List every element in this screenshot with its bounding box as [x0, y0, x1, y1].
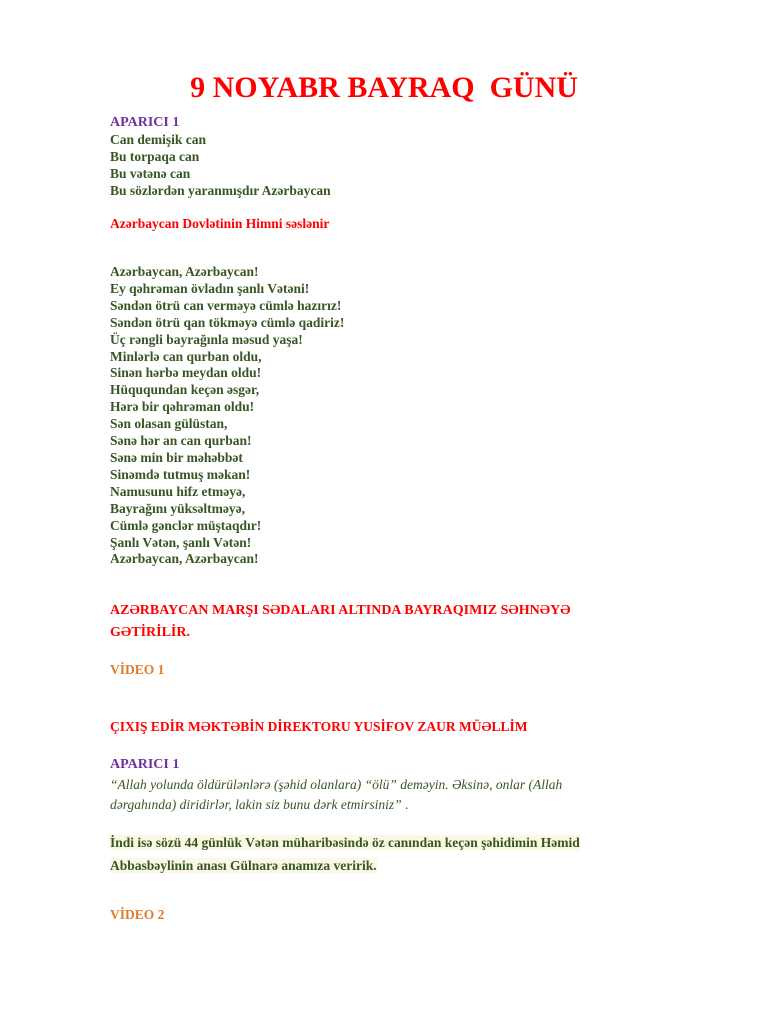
anthem-line: Üç rəngli bayrağınla məsud yaşa! — [110, 331, 303, 347]
verse-line: Bu sözlərdən yaranmışdır Azərbaycan — [110, 182, 331, 198]
video-2-label: VİDEO 2 — [110, 907, 165, 922]
anthem-line: Minlərlə can qurban oldu, — [110, 348, 262, 364]
anthem-line: Bayrağını yüksəltməyə, — [110, 500, 245, 516]
anthem-lyrics — [110, 264, 344, 568]
speech-line: Abbasbəylinin anası Gülnarə anamıza veririk. — [110, 858, 377, 873]
speaker-label-1: APARICI 1 — [110, 115, 180, 130]
anthem-line: Hərə bir qəhrəman oldu! — [110, 399, 255, 415]
anthem-line: Səndən ötrü qan tökməyə cümlə qadiriz! — [110, 314, 345, 330]
verse-line: Can demişik can — [110, 132, 207, 147]
quote-end-mark: . — [401, 797, 409, 812]
speaker-label-2: APARICI 1 — [110, 757, 180, 772]
anthem-line: Şanlı Vətən, şanlı Vətən! — [110, 534, 252, 550]
quote-line: “Allah yolunda öldürülənlərə (şəhid olanlara) “ölü” deməyin. Əksinə, onlar (Allah — [110, 777, 563, 792]
anthem-line: Hüququndan keçən əsgər, — [110, 382, 260, 398]
march-note-line: GƏTİRİLİR. — [110, 625, 190, 640]
anthem-line: Azərbaycan, Azərbaycan! — [110, 551, 259, 567]
anthem-line: Sinən hərbə meydan oldu! — [110, 365, 262, 381]
verse-line: Bu vətənə can — [110, 165, 191, 181]
anthem-line: Cümlə gənclər müştaqdır! — [110, 517, 262, 533]
quote-line-text: dərgahında) diridirlər, lakin siz bunu dərk etmirsiniz” — [110, 797, 402, 812]
director-note: ÇIXIŞ EDİR MƏKTƏBİN DİREKTORU YUSİFOV ZAUR MÜƏLLİM — [110, 719, 528, 734]
anthem-line: Azərbaycan, Azərbaycan! — [110, 264, 259, 279]
speech-paragraph — [110, 831, 580, 877]
intro-verse — [110, 132, 331, 200]
video-1-label: VİDEO 1 — [110, 662, 165, 677]
anthem-line: Sənə hər an can qurban! — [110, 433, 252, 449]
verse-line: Bu torpaqa can — [110, 148, 200, 164]
anthem-line: Sinəmdə tutmuş məkan! — [110, 466, 251, 482]
march-note-line: AZƏRBAYCAN MARŞI SƏDALARI ALTINDA BAYRAQIMIZ SƏHNƏYƏ — [110, 603, 571, 618]
page-title: 9 NOYABR BAYRAQ GÜNÜ — [190, 71, 578, 104]
anthem-line: Səndən ötrü can verməyə cümlə hazırız! — [110, 297, 342, 313]
anthem-line: Namusunu hifz etməyə, — [110, 483, 246, 499]
quran-quote — [110, 775, 562, 815]
quote-line — [110, 795, 562, 815]
anthem-note: Azərbaycan Dovlətinin Himni səslənir — [110, 216, 330, 231]
anthem-line: Sən olasan gülüstan, — [110, 416, 228, 432]
anthem-line: Sənə min bir məhəbbət — [110, 449, 243, 465]
anthem-line: Ey qəhrəman övladın şanlı Vətəni! — [110, 280, 310, 296]
speech-line: İndi isə sözü 44 günlük Vətən müharibəsində öz canından keçən şəhidimin Həmid — [110, 835, 580, 850]
march-note — [110, 600, 571, 644]
